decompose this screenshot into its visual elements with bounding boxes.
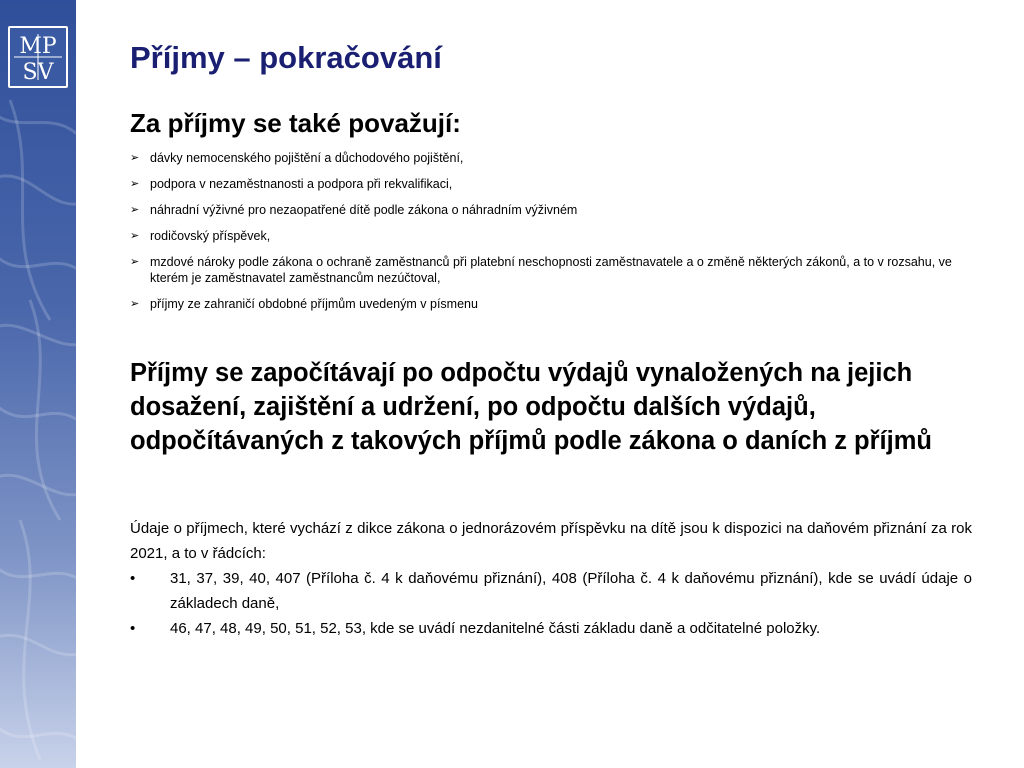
list-item-text: dávky nemocenského pojištění a důchodového pojištění,: [150, 151, 464, 165]
list-item-text: 31, 37, 39, 40, 407 (Příloha č. 4 k daňovému přiznání), 408 (Příloha č. 4 k daňovému přiznání), kde se uvádí údaje o základech daně,: [170, 570, 972, 612]
list-item-text: mzdové nároky podle zákona o ochraně zaměstnanců při platební neschopnosti zaměstnavatele a o změně některých zákonů, a to v rozsahu, ve kterém je zaměstnavatel zaměstnancům nezúčtoval,: [150, 255, 952, 285]
arrow-bullet-icon: ➢: [130, 256, 140, 268]
list-item: [130, 616, 972, 641]
list-item: [130, 202, 990, 218]
sidebar-decoration: [0, 0, 76, 768]
tax-return-note: Údaje o příjmech, které vychází z dikce zákona o jednorázovém příspěvku na dítě jsou k dispozici na daňovém přiznání za rok 2021, a to v řádcích:: [130, 520, 972, 562]
tax-rows-list: [130, 566, 972, 641]
sidebar-pattern: [0, 0, 76, 768]
list-item-text: podpora v nezaměstnanosti a podpora při rekvalifikaci,: [150, 177, 453, 191]
arrow-bullet-icon: ➢: [130, 152, 140, 164]
logo-line2: SV: [22, 60, 54, 85]
mpsv-logo: [8, 26, 68, 88]
arrow-bullet-icon: ➢: [130, 204, 140, 216]
arrow-bullet-icon: ➢: [130, 178, 140, 190]
list-item-text: 46, 47, 48, 49, 50, 51, 52, 53, kde se uvádí nezdanitelné části základu daně a odčitatelné položky.: [170, 620, 821, 637]
arrow-bullet-icon: ➢: [130, 298, 140, 310]
deduction-statement: Příjmy se započítávají po odpočtu výdajů vynaložených na jejich dosažení, zajištění a udržení, po odpočtu dalších výdajů, odpočítávaných z takových příjmů podle zákona o daních z příjmů: [130, 359, 932, 455]
list-item-text: příjmy ze zahraničí obdobné příjmům uvedeným v písmenu: [150, 297, 478, 311]
list-item: [130, 176, 990, 192]
page-title: Příjmy – pokračování: [130, 40, 442, 75]
list-item: [130, 254, 990, 286]
list-item: [130, 296, 990, 312]
list-item: [130, 228, 990, 244]
list-item-text: rodičovský příspěvek,: [150, 229, 271, 243]
list-item-text: náhradní výživné pro nezaopatřené dítě podle zákona o náhradním výživném: [150, 203, 578, 217]
list-item: [130, 150, 990, 166]
list-item: [130, 566, 972, 616]
section-subtitle: Za příjmy se také považují:: [130, 108, 461, 138]
income-list: [130, 150, 990, 322]
bullet-icon: •: [130, 570, 136, 587]
arrow-bullet-icon: ➢: [130, 230, 140, 242]
bullet-icon: •: [130, 620, 136, 637]
logo-line1: MP: [19, 34, 57, 59]
